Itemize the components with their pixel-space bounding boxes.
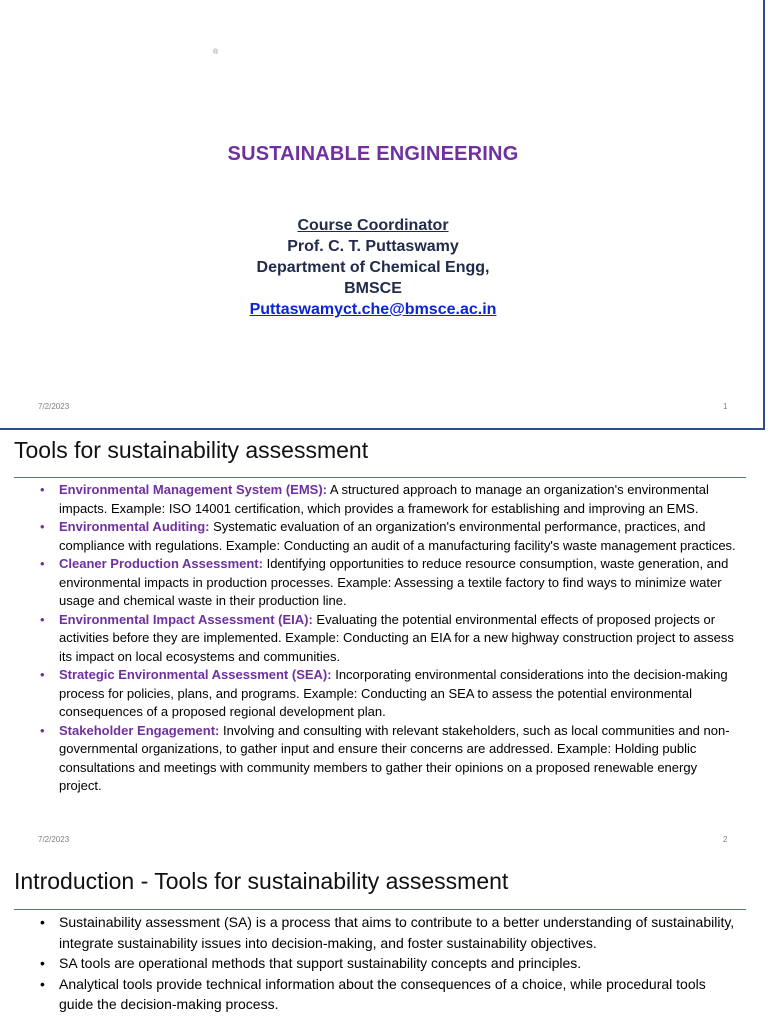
bullet-icon: • xyxy=(40,611,45,627)
institution-name: BMSCE xyxy=(344,280,402,297)
tool-description: A structured approach to manage an organization's environmental impacts. Example: ISO 14001 certification, which provides a framework for establishing and improving an EMS. xyxy=(59,482,709,516)
coordinator-label: Course Coordinator xyxy=(297,217,449,234)
slide-number: 1 xyxy=(723,402,728,411)
list-item xyxy=(40,912,740,953)
heading-divider xyxy=(14,909,746,910)
tool-description: Systematic evaluation of an organization's environmental performance, practices, and compliance with regulations. Example: Conducting an audit of a manufacturing facility's waste management practices. xyxy=(59,519,736,553)
slide-1 xyxy=(0,0,765,430)
tool-description: Involving and consulting with relevant stakeholders, such as local communities and non-governmental organizations, to gather input and ensure their concerns are addressed. Example: Holding public consultations and meetings with community members to gather their opinions on a proposed renewable energy project. xyxy=(59,722,730,793)
bullet-icon: • xyxy=(40,914,45,930)
coordinator-email-link[interactable]: Puttaswamyct.che@bmsce.ac.in xyxy=(249,301,497,318)
coordinator-block xyxy=(0,215,746,320)
slide-date: 7/2/2023 xyxy=(38,402,70,411)
bullet-icon: • xyxy=(40,519,45,534)
bullet-icon: • xyxy=(40,975,45,992)
tool-term: Environmental Auditing: xyxy=(59,519,210,534)
bullet-icon: • xyxy=(40,722,45,738)
intro-text: SA tools are operational methods that support sustainability concepts and principles. xyxy=(59,955,582,971)
slide-number: 2 xyxy=(723,835,728,844)
tool-term: Strategic Environmental Assessment (SEA): xyxy=(59,667,332,682)
slide-2 xyxy=(0,432,768,850)
tools-list xyxy=(40,481,740,796)
tool-description: Identifying opportunities to reduce resource consumption, waste generation, and environmental impacts in production processes. Example: Assessing a textile factory to find ways to minimize water usage and chemical waste in their production line. xyxy=(59,556,729,608)
bullet-icon: • xyxy=(40,482,45,497)
tool-term: Cleaner Production Assessment: xyxy=(59,556,263,571)
tool-term: Stakeholder Engagement: xyxy=(59,722,220,738)
heading-divider xyxy=(14,477,746,478)
tool-description: Evaluating the potential environmental effects of proposed projects or activities before they are implemented. Example: Conducting an EIA for a new highway construction project to assess its impact on local ecosystems and communities. xyxy=(59,611,734,664)
tool-description: Incorporating environmental considerations into the decision-making process for policies, plans, and programs. Example: Conducting an SEA to assess the potential environmental consequences of a proposed regional development plan. xyxy=(59,667,728,719)
bullet-icon: • xyxy=(40,556,45,571)
coordinator-name: Prof. C. T. Puttaswamy xyxy=(287,238,459,255)
tool-term: Environmental Management System (EMS): xyxy=(59,482,327,497)
list-item xyxy=(40,518,740,555)
list-item xyxy=(40,974,740,1015)
slide-3 xyxy=(0,862,768,1024)
department-name: Department of Chemical Engg, xyxy=(256,259,490,276)
course-title: SUSTAINABLE ENGINEERING xyxy=(227,143,519,165)
slide-heading: Tools for sustainability assessment xyxy=(14,437,369,463)
list-item xyxy=(40,666,740,722)
registered-mark: ® xyxy=(213,49,219,56)
list-item xyxy=(40,555,740,611)
intro-text: Sustainability assessment (SA) is a process that aims to contribute to a better understanding of sustainability, integrate sustainability issues into decision-making, and foster sustainability objectives. xyxy=(59,914,735,951)
list-item xyxy=(40,611,740,667)
tool-term: Environmental Impact Assessment (EIA): xyxy=(59,611,313,627)
intro-text: Analytical tools provide technical information about the consequences of a choice, while procedural tools guide the decision-making process. xyxy=(59,975,706,1012)
bullet-icon: • xyxy=(40,667,45,682)
intro-list xyxy=(40,912,740,1015)
list-item xyxy=(40,722,740,796)
list-item xyxy=(40,953,740,974)
slide-date: 7/2/2023 xyxy=(38,835,70,844)
list-item xyxy=(40,481,740,518)
bullet-icon: • xyxy=(40,955,45,971)
slide-heading: Introduction - Tools for sustainability assessment xyxy=(14,868,509,894)
